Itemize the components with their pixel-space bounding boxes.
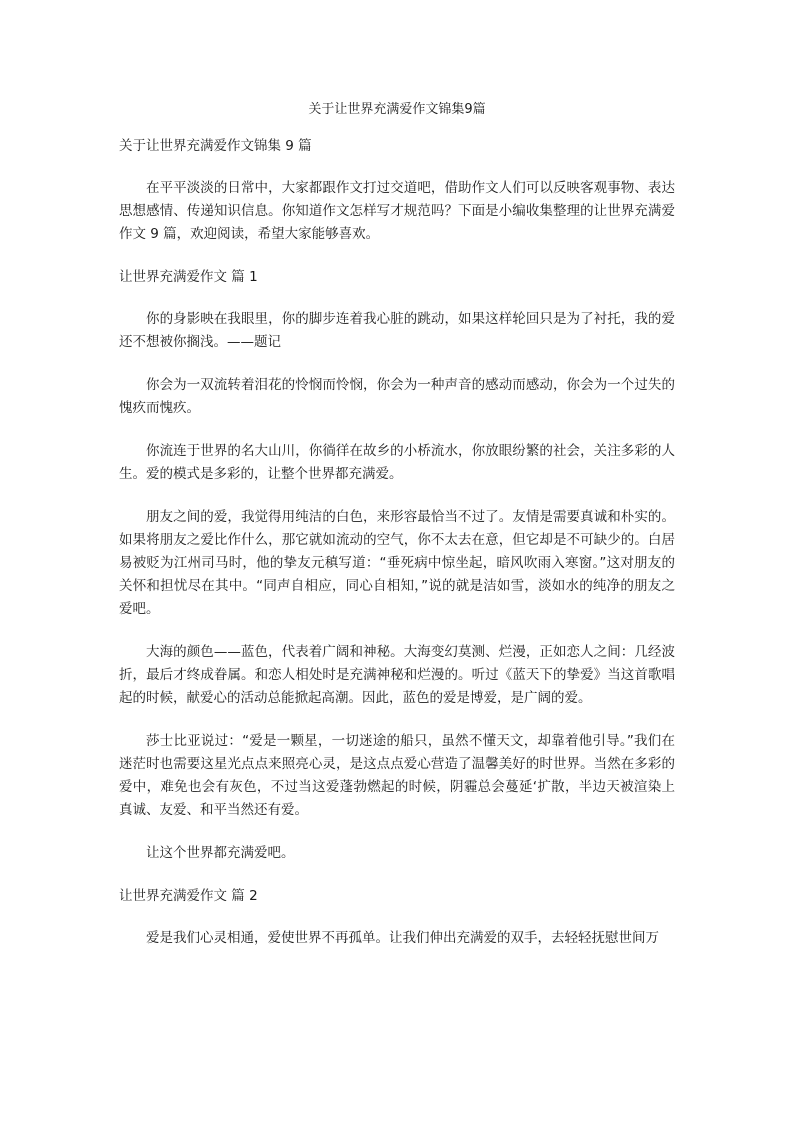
document-title: 关于让世界充满爱作文锦集9篇 — [308, 102, 486, 117]
section-1 — [119, 266, 675, 865]
paragraph: 朋友之间的爱，我觉得用纯洁的白色，来形容最恰当不过了。友情是需要真诚和朴实的。如果将朋友之爱比作什么，那它就如流动的空气，你不太去在意，但它却是不可缺少的。白居易被贬为江州司马时，他的挚友元稹写道：“垂死病中惊坐起，暗风吹雨入寒窗。”这对朋友的关怀和担忧尽在其中。“同声自相应，同心自相知，”说的就是洁如雪，淡如水的纯净的朋友之爱吧。 — [119, 509, 675, 617]
paragraph: 莎士比亚说过：“爱是一颗星，一切迷途的船只，虽然不懂天文，却靠着他引导。”我们在迷茫时也需要这星光点点来照亮心灵，是这点点爱心营造了温馨美好的时世界。当然在多彩的爱中，难免也会有灰色，不过当这爱蓬勃燃起的时候，阴霾总会蔓延‘扩散，半边天被渲染上真诚、友爱、和平当然还有爱。 — [119, 733, 675, 818]
paragraph: 大海的颜色——蓝色，代表着广阔和神秘。大海变幻莫测、烂漫，正如恋人之间：几经波折，最后才终成眷属。和恋人相处时是充满神秘和烂漫的。听过《蓝天下的挚爱》当这首歌唱起的时候，献爱心的活动总能掀起高潮。因此，蓝色的爱是博爱，是广阔的爱。 — [119, 644, 675, 706]
intro-paragraph: 在平平淡淡的日常中，大家都跟作文打过交道吧，借助作文人们可以反映客观事物、表达思想感情、传递知识信息。你知道作文怎样写才规范吗？下面是小编收集整理的让世界充满爱作文 9 篇，欢迎阅读，希望大家能够喜欢。 — [119, 180, 675, 242]
document-subtitle: 关于让世界充满爱作文锦集 9 篇 — [119, 138, 312, 154]
section-2 — [119, 885, 675, 950]
paragraph: 你的身影映在我眼里，你的脚步连着我心脏的跳动，如果这样轮回只是为了衬托，我的爱还不想被你搁浅。——题记 — [119, 311, 675, 350]
paragraph: 你会为一双流转着泪花的怜悯而怜悯，你会为一种声音的感动而感动，你会为一个过失的愧疚而愧疚。 — [119, 377, 675, 416]
document-body — [119, 135, 675, 970]
section-heading: 让世界充满爱作文 篇 2 — [119, 888, 258, 904]
section-heading: 让世界充满爱作文 篇 1 — [119, 269, 258, 285]
paragraph: 你流连于世界的名大山川，你徜徉在故乡的小桥流水，你放眼纷繁的社会，关注多彩的人生。爱的模式是多彩的，让整个世界都充满爱。 — [119, 443, 675, 482]
paragraph: 让这个世界都充满爱吧。 — [146, 845, 295, 861]
paragraph: 爱是我们心灵相通，爱使世界不再孤单。让我们伸出充满爱的双手，去轻轻抚慰世间万 — [146, 930, 659, 946]
